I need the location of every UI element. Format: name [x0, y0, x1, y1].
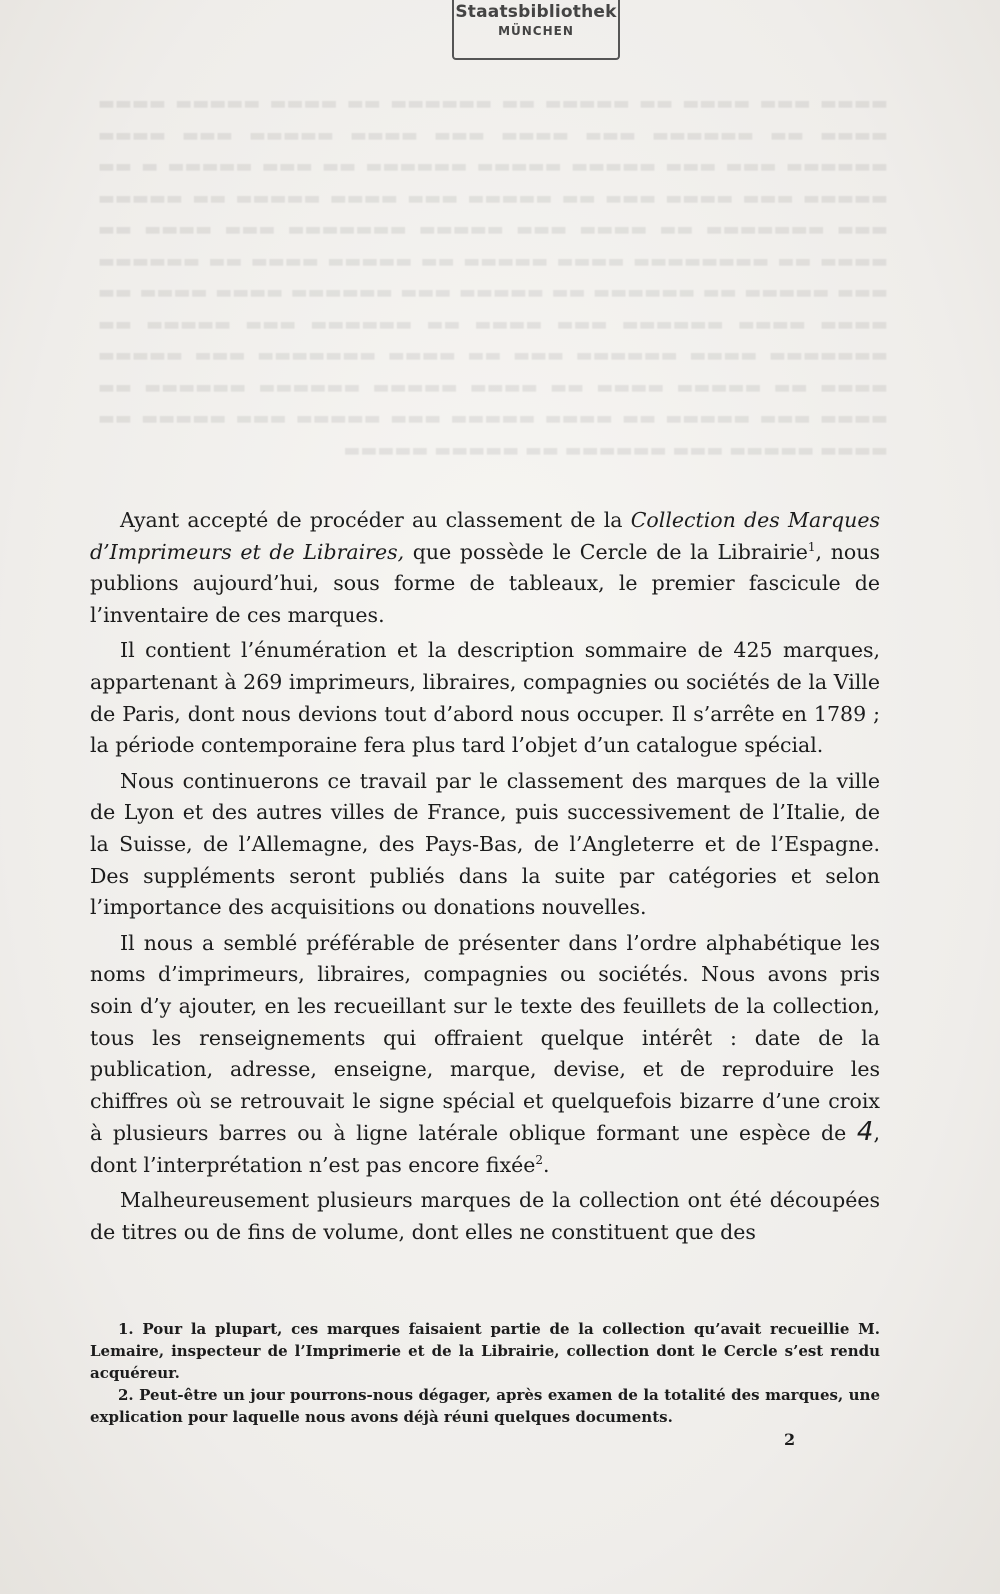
library-stamp — [452, 0, 620, 60]
paragraph-4-end: . — [543, 1152, 550, 1177]
bleed-through-texture: ▬▬▬▬ ▬▬▬ ▬▬▬▬ ▬▬ ▬▬▬▬▬ ▬▬ ▬▬▬▬▬▬ ▬▬ ▬▬▬▬ ▬▬▬▬▬ ▬▬▬▬ ▬▬▬▬ ▬▬ ▬▬▬▬▬▬ ▬▬▬ ▬▬▬▬ ▬▬▬ ▬▬▬▬ ▬▬▬▬▬ ▬▬▬ ▬▬▬▬ ▬▬▬▬▬▬ ▬▬▬ ▬▬▬ ▬▬▬▬▬ ▬▬▬▬▬ ▬▬▬▬▬▬ ▬▬ ▬▬▬ ▬▬▬▬▬ ▬ ▬▬ ▬▬▬▬▬ ▬▬▬ ▬▬▬▬ ▬▬▬ ▬▬ ▬▬▬▬▬ ▬▬▬ ▬▬▬▬ ▬▬▬▬▬ ▬▬ ▬▬▬▬▬ ▬▬▬ ▬▬▬▬▬▬▬ ▬▬ ▬▬▬▬ ▬▬▬ ▬▬▬▬▬ ▬▬▬▬▬▬▬ ▬▬▬ ▬▬▬▬ ▬▬ ▬▬▬▬ ▬▬ ▬▬▬▬▬▬▬▬ ▬▬▬▬ ▬▬▬▬▬ ▬▬ ▬▬▬▬▬ ▬▬▬▬ ▬▬ ▬▬▬▬▬▬ ▬▬▬ ▬▬▬▬▬ ▬▬ ▬▬▬▬▬▬ ▬▬ ▬▬▬▬▬ ▬▬▬ ▬▬▬▬▬▬ ▬▬▬▬ ▬▬▬▬ ▬▬ ▬▬▬▬ ▬▬▬▬ ▬▬▬▬▬▬ ▬▬▬ ▬▬▬▬ ▬▬ ▬▬▬▬▬▬ ▬▬▬ ▬▬▬▬▬ ▬▬ ▬▬▬▬▬▬▬ ▬▬▬▬ ▬▬▬▬▬▬ ▬▬▬ ▬▬ ▬▬▬▬ ▬▬▬▬▬▬▬ ▬▬▬ ▬▬▬▬▬ ▬▬▬▬ ▬▬ ▬▬▬▬▬ ▬▬▬▬ ▬▬ ▬▬▬▬ ▬▬▬▬▬ ▬▬▬▬▬▬ ▬▬▬▬▬▬ ▬▬ ▬▬▬▬ ▬▬▬ ▬▬▬▬▬ ▬▬ ▬▬▬▬ ▬▬▬▬▬ ▬▬▬ ▬▬▬▬▬ ▬▬▬ ▬▬▬▬▬ ▬▬ ▬▬▬▬ ▬▬▬▬▬ ▬▬▬ ▬▬▬▬▬▬ ▬▬ ▬▬▬▬▬ ▬▬▬▬▬ — [98, 93, 888, 461]
paragraph-4-start: Il nous a semblé préférable de présenter dans l’ordre alphabétique les noms d’imprimeurs, libraires, compagnies ou sociétés. Nous avons pris soin d’y ajouter, en les recueillant sur le texte des feuillets de la collection, tous les renseignements qui offraient quelque intérêt : date de la publication, adresse, enseigne, marque, devise, et de reproduire les chiffres où se retrouvait le signe spécial et quelquefois bizarre d’une croix à plusieurs barres ou à ligne latérale oblique formant une espèce de — [90, 930, 880, 1146]
stamp-city: MÜNCHEN — [498, 24, 574, 38]
page-number: 2 — [784, 1430, 796, 1449]
footnotes — [90, 1318, 880, 1428]
footnote-ref-1: 1 — [807, 539, 816, 554]
paragraph-1-middle: que possède le Cercle de la Librairie — [404, 539, 808, 564]
main-text — [90, 505, 880, 1253]
footnote-ref-2: 2 — [535, 1152, 544, 1167]
special-sign-glyph: 4 — [856, 1117, 874, 1148]
footnote-2: 2. Peut-être un jour pourrons-nous dégager, après examen de la totalité des marques, une explication pour laquelle nous avons déjà réuni quelques documents. — [90, 1386, 880, 1426]
paragraph-4 — [90, 928, 880, 1182]
paragraph-5: Malheureusement plusieurs marques de la collection ont été découpées de titres ou de fins de volume, dont elles ne constituent que des — [90, 1188, 880, 1245]
paragraph-2: Il contient l’énumération et la description sommaire de 425 marques, appartenant à 269 imprimeurs, libraires, compagnies ou sociétés de la Ville de Paris, dont nous devions tout d’abord nous occuper. Il s’arrête en 1789 ; la période contemporaine fera plus tard l’objet d’un catalogue spécial. — [90, 638, 880, 758]
paragraph-1-start: Ayant accepté de procéder au classement de la — [120, 508, 631, 532]
paragraph-4-middle: , dont l’interprétation n’est pas encore fixée — [90, 1121, 880, 1177]
paragraph-1-end: , nous publions aujourd’hui, sous forme de tableaux, le premier fascicule de l’inventaire de ces marques. — [90, 539, 880, 627]
footnote-1: 1. Pour la plupart, ces marques faisaient partie de la collection qu’avait recueillie M. Lemaire, inspecteur de l’Imprimerie et de la Librairie, collection dont le Cercle s’est rendu acquéreur. — [90, 1320, 880, 1382]
stamp-library-name: Staatsbibliothek — [455, 2, 617, 22]
collection-title: Collection des Marques d’Imprimeurs et de Libraires, — [90, 508, 880, 564]
paragraph-1 — [90, 505, 880, 631]
paragraph-3: Nous continuerons ce travail par le classement des marques de la ville de Lyon et des autres villes de France, puis successivement de l’Italie, de la Suisse, de l’Allemagne, des Pays-Bas, de l’Angleterre et de l’Espagne. Des suppléments seront publiés dans la suite par catégories et selon l’importance des acquisitions ou donations nouvelles. — [90, 768, 880, 920]
